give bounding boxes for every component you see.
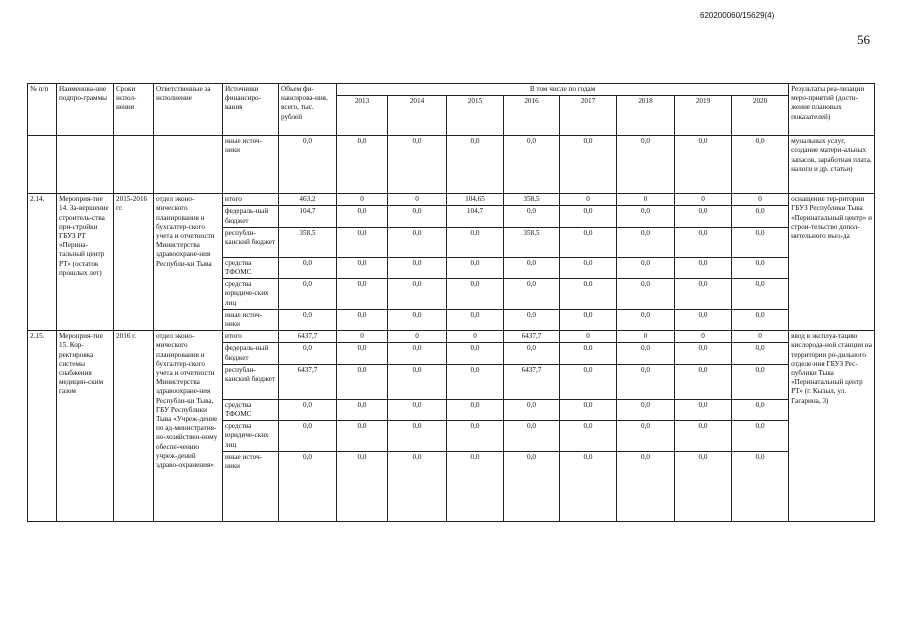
cell-year-value: 0,0 xyxy=(560,136,617,194)
cell-year-value: 0,0 xyxy=(388,309,447,330)
cell-year-value: 0,0 xyxy=(560,364,617,399)
cell-year-value: 0,0 xyxy=(560,421,617,452)
header-year: 2013 xyxy=(337,96,388,136)
cell-year-value: 0 xyxy=(388,331,447,343)
cell-year-value: 0,0 xyxy=(504,451,560,521)
cell-year-value: 0,0 xyxy=(732,206,789,227)
cell-year-value: 0,0 xyxy=(675,421,732,452)
cell-source: средства юридиче-ских лиц xyxy=(223,421,279,452)
cell-source: итого xyxy=(223,331,279,343)
cell-year-value: 0,0 xyxy=(617,206,675,227)
cell-year-value: 0,0 xyxy=(504,343,560,364)
cell-num xyxy=(28,136,57,194)
cell-year-value: 0,0 xyxy=(617,227,675,257)
cell-year-value: 0,0 xyxy=(337,257,388,278)
cell-year-value: 0,0 xyxy=(560,206,617,227)
cell-year-value: 0,0 xyxy=(675,364,732,399)
cell-year-value: 0,0 xyxy=(504,206,560,227)
cell-year-value: 0,0 xyxy=(337,136,388,194)
cell-source: республи-канский бюджет xyxy=(223,227,279,257)
cell-year-value: 0,0 xyxy=(732,136,789,194)
cell-source: итого xyxy=(223,194,279,206)
header-results: Результаты реа-лизации меро-приятий (дости-жение плановых показателей) xyxy=(789,84,875,136)
header-num: № п/п xyxy=(28,84,57,136)
cell-name: Мероприя-тие 15. Кор-ректировка системы снабжения медицин-ским газом xyxy=(57,331,114,522)
cell-year-value: 0,0 xyxy=(388,421,447,452)
cell-year-value: 0 xyxy=(617,194,675,206)
table-row xyxy=(28,331,875,343)
cell-total: 0,0 xyxy=(279,343,337,364)
document-code: 620200060/15629(4) xyxy=(700,11,775,20)
cell-year-value: 0,0 xyxy=(388,206,447,227)
header-year: 2018 xyxy=(617,96,675,136)
cell-year-value: 0,0 xyxy=(447,421,504,452)
cell-year-value: 0,0 xyxy=(388,279,447,310)
header-year: 2017 xyxy=(560,96,617,136)
cell-responsible xyxy=(154,136,223,194)
cell-total: 358,5 xyxy=(279,227,337,257)
cell-year-value: 0,0 xyxy=(675,451,732,521)
cell-year-value: 0,0 xyxy=(560,309,617,330)
cell-source: средства юридиче-ских лиц xyxy=(223,279,279,310)
cell-total: 463,2 xyxy=(279,194,337,206)
cell-result: оснащение тер-ритории ГБУЗ Республики Тыва «Перинатальный центр» и строи-тельство допол-нительного въез-да xyxy=(789,194,875,331)
header-volume: Объем фи-нансирова-ния, всего, тыс. рублей xyxy=(279,84,337,136)
cell-year-value: 0,0 xyxy=(732,421,789,452)
cell-year-value: 6437,7 xyxy=(504,364,560,399)
cell-year-value: 0,0 xyxy=(447,309,504,330)
cell-year-value: 0,0 xyxy=(447,399,504,420)
cell-year-value: 0,0 xyxy=(337,227,388,257)
cell-year-value: 0,0 xyxy=(337,399,388,420)
cell-source: республи-канский бюджет xyxy=(223,364,279,399)
cell-year-value: 0,0 xyxy=(388,343,447,364)
cell-year-value: 0,0 xyxy=(675,136,732,194)
header-year: 2015 xyxy=(447,96,504,136)
cell-year-value: 0 xyxy=(560,331,617,343)
cell-year-value: 6437,7 xyxy=(504,331,560,343)
cell-year-value: 0,0 xyxy=(504,279,560,310)
cell-year-value: 0,0 xyxy=(732,343,789,364)
cell-year-value: 0,0 xyxy=(617,257,675,278)
cell-total: 6437,7 xyxy=(279,331,337,343)
cell-year-value: 0 xyxy=(337,331,388,343)
cell-terms xyxy=(114,136,154,194)
cell-result: мунальных услуг, создание матери-альных запасов, заработная плата, налоги и др. статьи) xyxy=(789,136,875,194)
cell-total: 0,0 xyxy=(279,136,337,194)
cell-year-value: 0,0 xyxy=(617,343,675,364)
cell-year-value: 0 xyxy=(447,331,504,343)
cell-total: 0,0 xyxy=(279,399,337,420)
cell-year-value: 0,0 xyxy=(732,451,789,521)
cell-source: средства ТФОМС xyxy=(223,257,279,278)
header-sources: Источники финансиро-вания xyxy=(223,84,279,136)
cell-total: 0,0 xyxy=(279,279,337,310)
cell-source: федераль-ный бюджет xyxy=(223,206,279,227)
cell-year-value: 0 xyxy=(617,331,675,343)
cell-total: 104,7 xyxy=(279,206,337,227)
cell-year-value: 0,0 xyxy=(337,279,388,310)
cell-year-value: 0,0 xyxy=(675,257,732,278)
cell-year-value: 0,0 xyxy=(337,451,388,521)
cell-total: 0,0 xyxy=(279,451,337,521)
cell-source: средства ТФОМС xyxy=(223,399,279,420)
cell-year-value: 0,0 xyxy=(617,309,675,330)
table-header xyxy=(28,84,875,136)
cell-year-value: 0 xyxy=(732,194,789,206)
header-year: 2019 xyxy=(675,96,732,136)
page-number: 56 xyxy=(857,32,870,47)
cell-year-value: 0 xyxy=(675,331,732,343)
cell-total: 0,0 xyxy=(279,257,337,278)
cell-year-value: 0,0 xyxy=(388,364,447,399)
cell-year-value: 0,0 xyxy=(447,136,504,194)
cell-source: иные источ-ники xyxy=(223,136,279,194)
cell-year-value: 0,0 xyxy=(617,136,675,194)
cell-year-value: 0 xyxy=(388,194,447,206)
cell-num: 2.14. xyxy=(28,194,57,331)
cell-source: иные источ-ники xyxy=(223,451,279,521)
cell-year-value: 0,0 xyxy=(732,399,789,420)
cell-responsible: отдел эконо-мического планирования и бухгалтер-ского учета и отчетности Министерства здравоохране-ния Республи-ки Тыва, ГБУ Республики Тыва «Учреж-дение по ад-министратив-но-хозяйствен-ному обеспе-чению учреж-дений здраво-охранения» xyxy=(154,331,223,522)
header-terms: Сроки испол-нения xyxy=(114,84,154,136)
table-row xyxy=(28,136,875,194)
cell-year-value: 0,0 xyxy=(732,309,789,330)
cell-source: иные источ-ники xyxy=(223,309,279,330)
cell-year-value: 104,7 xyxy=(447,206,504,227)
cell-year-value: 0,0 xyxy=(560,451,617,521)
cell-total: 0,0 xyxy=(279,421,337,452)
cell-year-value: 0 xyxy=(337,194,388,206)
cell-source: федераль-ный бюджет xyxy=(223,343,279,364)
cell-year-value: 0,0 xyxy=(337,364,388,399)
cell-year-value: 0,0 xyxy=(388,136,447,194)
cell-year-value: 0,0 xyxy=(447,451,504,521)
cell-name xyxy=(57,136,114,194)
cell-year-value: 0,0 xyxy=(617,421,675,452)
cell-year-value: 104,65 xyxy=(447,194,504,206)
cell-responsible: отдел эконо-мического планирования и бухгалтер-ского учета и отчетности Министерства здравоохране-ния Республи-ки Тыва xyxy=(154,194,223,331)
cell-year-value: 0,0 xyxy=(560,343,617,364)
cell-year-value: 0,0 xyxy=(504,309,560,330)
cell-year-value: 0,0 xyxy=(675,279,732,310)
cell-year-value: 0,0 xyxy=(447,343,504,364)
cell-year-value: 0,0 xyxy=(504,136,560,194)
cell-year-value: 0,0 xyxy=(560,257,617,278)
header-year: 2020 xyxy=(732,96,789,136)
cell-name: Мероприя-тие 14. За-вершение строитель-ства при-стройки ГБУЗ РТ «Перина-тальный центр РТ» (остаток прошлых лет) xyxy=(57,194,114,331)
cell-year-value: 0,0 xyxy=(388,257,447,278)
cell-result: ввод в эксплуа-тацию кислорода-ной станции на территории ро-дильного отделе-ния ГБУЗ Рес-публики Тыва «Перинатальный центр РТ» (г. Кызыл, ул. Гагарина, 3) xyxy=(789,331,875,522)
header-name: Наименова-ние подпро-граммы xyxy=(57,84,114,136)
cell-year-value: 0,0 xyxy=(447,279,504,310)
cell-year-value: 0,0 xyxy=(337,309,388,330)
cell-year-value: 0,0 xyxy=(560,279,617,310)
cell-year-value: 0,0 xyxy=(388,451,447,521)
cell-year-value: 0,0 xyxy=(675,227,732,257)
cell-year-value: 0,0 xyxy=(388,399,447,420)
cell-year-value: 0,0 xyxy=(675,343,732,364)
cell-year-value: 0,0 xyxy=(617,279,675,310)
cell-year-value: 0 xyxy=(732,331,789,343)
cell-total: 0,0 xyxy=(279,309,337,330)
header-responsible: Ответственные за исполнение xyxy=(154,84,223,136)
cell-year-value: 358,5 xyxy=(504,227,560,257)
cell-num: 2.15. xyxy=(28,331,57,522)
cell-year-value: 0,0 xyxy=(504,421,560,452)
cell-year-value: 0,0 xyxy=(337,343,388,364)
cell-year-value: 0,0 xyxy=(732,227,789,257)
cell-year-value: 0 xyxy=(675,194,732,206)
cell-total: 6437,7 xyxy=(279,364,337,399)
cell-year-value: 0,0 xyxy=(504,257,560,278)
header-by-years: В том числе по годам xyxy=(337,84,789,96)
table-body xyxy=(28,136,875,522)
cell-terms: 2016 г. xyxy=(114,331,154,522)
cell-year-value: 0,0 xyxy=(560,227,617,257)
cell-year-value: 0,0 xyxy=(447,364,504,399)
cell-terms: 2015-2016 гг. xyxy=(114,194,154,331)
cell-year-value: 358,5 xyxy=(504,194,560,206)
cell-year-value: 0,0 xyxy=(447,227,504,257)
cell-year-value: 0,0 xyxy=(337,206,388,227)
cell-year-value: 0 xyxy=(560,194,617,206)
cell-year-value: 0,0 xyxy=(732,364,789,399)
cell-year-value: 0,0 xyxy=(617,364,675,399)
cell-year-value: 0,0 xyxy=(675,206,732,227)
header-year: 2014 xyxy=(388,96,447,136)
cell-year-value: 0,0 xyxy=(675,309,732,330)
cell-year-value: 0,0 xyxy=(617,451,675,521)
header-year: 2016 xyxy=(504,96,560,136)
cell-year-value: 0,0 xyxy=(617,399,675,420)
cell-year-value: 0,0 xyxy=(388,227,447,257)
cell-year-value: 0,0 xyxy=(732,257,789,278)
cell-year-value: 0,0 xyxy=(504,399,560,420)
cell-year-value: 0,0 xyxy=(732,279,789,310)
cell-year-value: 0,0 xyxy=(447,257,504,278)
cell-year-value: 0,0 xyxy=(560,399,617,420)
table-row xyxy=(28,194,875,206)
cell-year-value: 0,0 xyxy=(675,399,732,420)
program-table xyxy=(27,83,875,522)
cell-year-value: 0,0 xyxy=(337,421,388,452)
